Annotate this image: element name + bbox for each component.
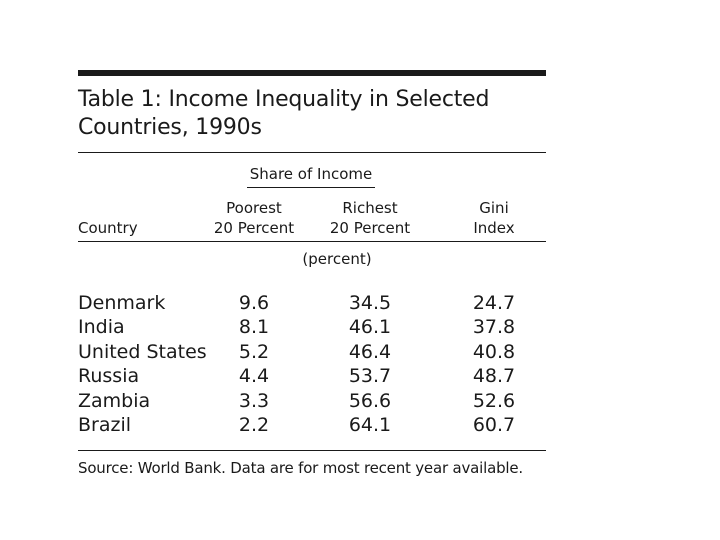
top-rule — [78, 70, 546, 76]
cell-poorest: 4.4 — [238, 365, 270, 388]
table-row — [78, 292, 546, 316]
table-row — [78, 341, 546, 365]
unit-label: (percent) — [302, 250, 372, 268]
cell-poorest: 3.3 — [238, 389, 270, 412]
bottom-rule — [78, 450, 546, 451]
share-of-income-rule — [247, 187, 375, 188]
cell-richest: 53.7 — [348, 365, 392, 388]
cell-poorest: 9.6 — [238, 292, 270, 314]
cell-gini: 40.8 — [472, 340, 516, 363]
cell-poorest: 2.2 — [238, 413, 270, 436]
column-header-country-label: Country — [78, 219, 138, 237]
table-row — [78, 316, 546, 340]
column-header-gini-line1: Gini — [479, 199, 509, 217]
cell-richest: 64.1 — [348, 413, 392, 436]
column-header-richest-line2: 20 Percent — [329, 219, 411, 237]
column-header-poorest-line1: Poorest — [226, 199, 282, 217]
share-of-income-header: Share of Income — [249, 165, 373, 183]
table-row — [78, 414, 546, 438]
cell-poorest: 8.1 — [238, 316, 270, 339]
cell-gini: 48.7 — [472, 365, 516, 388]
column-header-poorest-line2: 20 Percent — [213, 219, 295, 237]
source-note: Source: World Bank. Data are for most recent year available. — [78, 459, 523, 478]
column-header-gini-line2: Index — [473, 219, 515, 237]
table-body — [78, 292, 546, 438]
column-header-poorest — [206, 198, 302, 238]
table-row — [78, 390, 546, 414]
title-line-2: Countries, 1990s — [78, 115, 262, 140]
table-row — [78, 365, 546, 389]
cell-gini: 60.7 — [472, 413, 516, 436]
cell-country: Brazil — [78, 413, 132, 436]
title-line-1: Table 1: Income Inequality in Selected — [78, 87, 490, 112]
header-rule — [78, 241, 546, 242]
cell-country: India — [78, 316, 125, 339]
cell-country: Zambia — [78, 389, 151, 412]
table-header — [78, 153, 546, 241]
cell-richest: 56.6 — [348, 389, 392, 412]
cell-richest: 46.4 — [348, 340, 392, 363]
column-header-gini — [446, 198, 542, 238]
column-header-country — [78, 218, 138, 238]
cell-country: Denmark — [78, 292, 166, 314]
cell-richest: 46.1 — [348, 316, 392, 339]
cell-country: Russia — [78, 365, 140, 388]
cell-gini: 52.6 — [472, 389, 516, 412]
column-header-richest-line1: Richest — [342, 199, 398, 217]
cell-country: United States — [78, 340, 207, 363]
column-header-richest — [322, 198, 418, 238]
table-title — [78, 86, 546, 142]
income-inequality-table — [78, 70, 546, 477]
cell-gini: 24.7 — [472, 292, 516, 314]
cell-richest: 34.5 — [348, 292, 392, 314]
cell-gini: 37.8 — [472, 316, 516, 339]
cell-poorest: 5.2 — [238, 340, 270, 363]
